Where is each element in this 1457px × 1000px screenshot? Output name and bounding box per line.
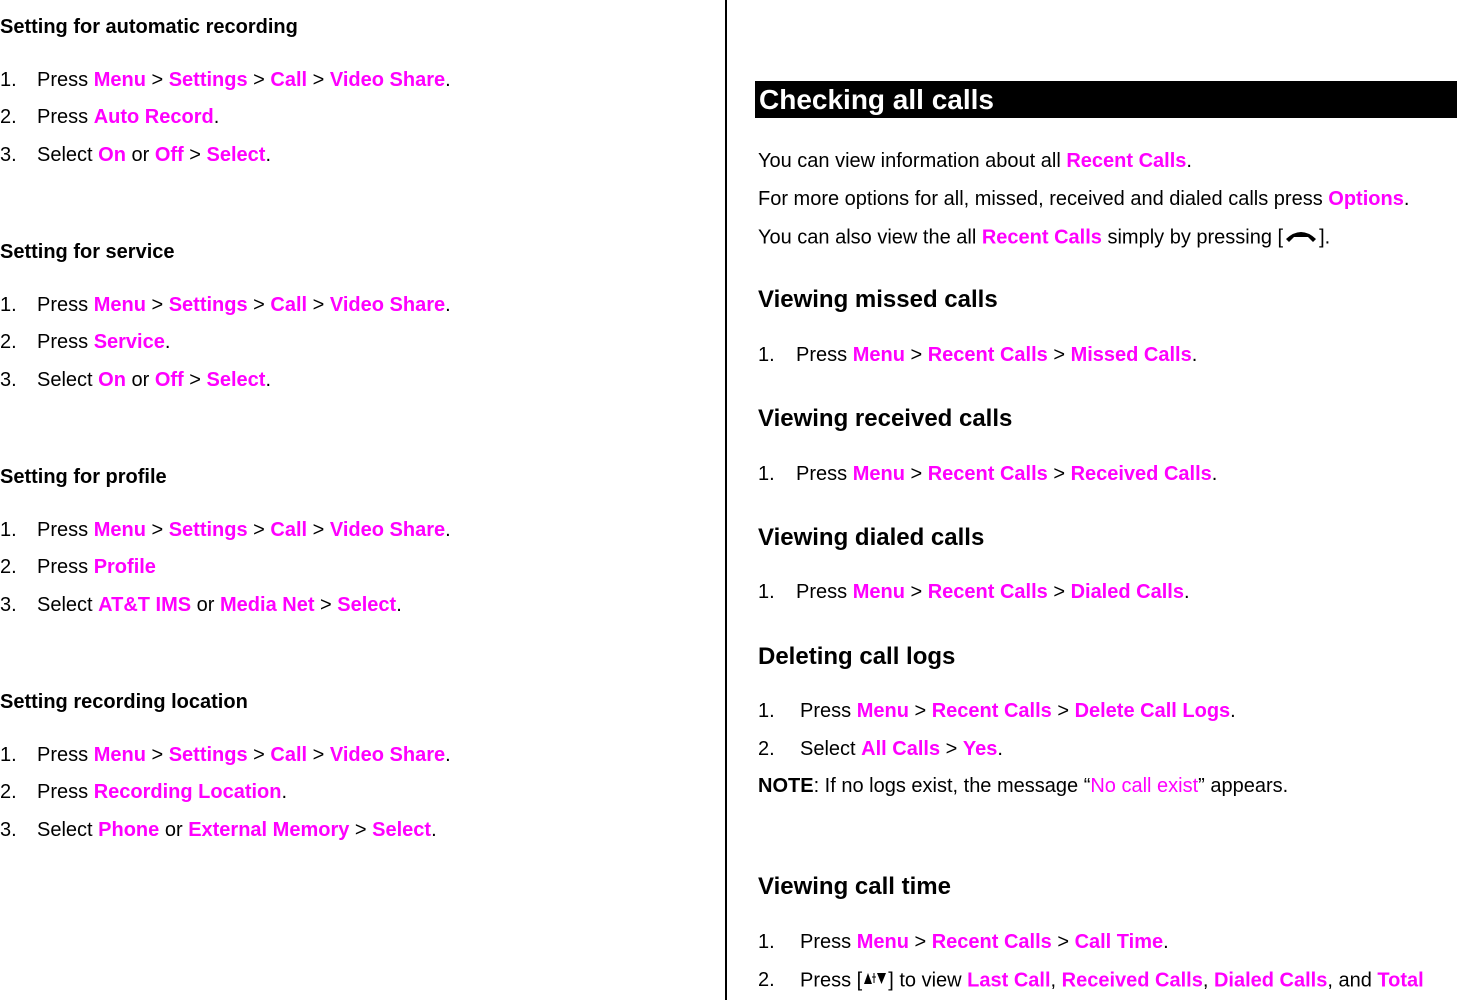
- profile-keyword: Profile: [93, 556, 156, 578]
- separator: >: [145, 294, 169, 316]
- recent-calls-keyword: Recent Calls: [931, 931, 1052, 953]
- video-share-keyword: Video Share: [329, 519, 446, 541]
- menu-keyword: Menu: [852, 581, 905, 603]
- menu-keyword: Menu: [93, 744, 146, 766]
- step-number: 1.: [758, 700, 775, 722]
- missed-calls-keyword: Missed Calls: [1070, 344, 1192, 366]
- step-number: 1.: [0, 69, 17, 91]
- menu-keyword: Menu: [93, 69, 146, 91]
- column-divider: [725, 0, 727, 1000]
- last-call-keyword: Last Call: [967, 969, 1051, 992]
- select-keyword: Select: [206, 144, 266, 166]
- period: .: [445, 69, 451, 91]
- separator: >: [314, 594, 338, 616]
- call-keyword: Call: [270, 519, 308, 541]
- options-keyword: Options: [1328, 188, 1404, 210]
- settings-keyword: Settings: [168, 294, 248, 316]
- or-text: or: [191, 594, 221, 616]
- step-location-1: [0, 744, 451, 767]
- step-text: Press: [37, 781, 94, 803]
- period: .: [1403, 188, 1410, 210]
- period: .: [445, 294, 451, 316]
- att-ims-keyword: AT&T IMS: [98, 594, 192, 616]
- separator: >: [307, 294, 330, 316]
- separator: >: [904, 463, 928, 485]
- period: .: [281, 781, 288, 803]
- separator: >: [908, 931, 932, 953]
- step-auto-3: [0, 144, 271, 167]
- intro-text: simply by pressing [: [1101, 226, 1284, 249]
- separator: >: [1047, 581, 1071, 603]
- separator: >: [145, 519, 169, 541]
- heading-viewing-missed-calls: Viewing missed calls: [758, 286, 998, 313]
- intro-line-3: [758, 226, 1330, 250]
- recording-location-keyword: Recording Location: [93, 781, 282, 803]
- step-number: 2.: [0, 781, 17, 803]
- recent-calls-keyword: Recent Calls: [931, 700, 1052, 722]
- step-number: 3.: [0, 369, 17, 391]
- received-calls-keyword: Received Calls: [1061, 969, 1203, 992]
- total-keyword: Total: [1377, 969, 1424, 992]
- step-number: 2.: [758, 738, 775, 760]
- step-service-3: [0, 369, 271, 392]
- period: .: [445, 744, 451, 766]
- step-text: Select: [37, 819, 99, 841]
- step-number: 1.: [758, 463, 775, 485]
- separator: >: [145, 744, 169, 766]
- section-heading-profile: Setting for profile: [0, 466, 167, 488]
- section-heading-auto-recording: Setting for automatic recording: [0, 16, 298, 38]
- media-net-keyword: Media Net: [220, 594, 315, 616]
- period: .: [1211, 463, 1218, 485]
- step-text: Press: [37, 69, 94, 91]
- phone-send-key-icon: [1283, 226, 1319, 250]
- period: .: [1163, 931, 1169, 953]
- separator: >: [1047, 344, 1071, 366]
- video-share-keyword: Video Share: [329, 69, 446, 91]
- step-text: Press: [37, 744, 94, 766]
- section-heading-recording-location: Setting recording location: [0, 691, 248, 713]
- note-text: ” appears.: [1198, 775, 1289, 797]
- period: .: [164, 331, 171, 353]
- intro-text: For more options for all, missed, received and dialed calls press: [758, 188, 1329, 210]
- separator: >: [1051, 700, 1075, 722]
- separator: >: [247, 519, 271, 541]
- period: ].: [1319, 226, 1331, 249]
- separator: >: [145, 69, 169, 91]
- menu-keyword: Menu: [856, 931, 909, 953]
- separator: >: [307, 519, 330, 541]
- step-text: Select: [37, 144, 99, 166]
- step-number: 1.: [758, 344, 775, 366]
- period: .: [997, 738, 1003, 760]
- step-number: 3.: [0, 144, 17, 166]
- step-text: Press: [37, 556, 94, 578]
- menu-keyword: Menu: [856, 700, 909, 722]
- step-time-2: [758, 969, 1424, 993]
- step-number: 2.: [0, 556, 17, 578]
- step-profile-3: [0, 594, 402, 617]
- separator: >: [1047, 463, 1071, 485]
- period: .: [1191, 344, 1198, 366]
- period: .: [431, 819, 437, 841]
- all-calls-keyword: All Calls: [861, 738, 941, 760]
- separator: >: [908, 700, 932, 722]
- select-keyword: Select: [206, 369, 266, 391]
- recent-calls-keyword: Recent Calls: [981, 226, 1102, 249]
- step-text: Select: [37, 369, 99, 391]
- heading-viewing-dialed-calls: Viewing dialed calls: [758, 524, 985, 551]
- step-text: Press: [37, 294, 94, 316]
- or-text: or: [125, 144, 155, 166]
- call-keyword: Call: [270, 294, 308, 316]
- recent-calls-keyword: Recent Calls: [927, 581, 1048, 603]
- menu-keyword: Menu: [93, 294, 146, 316]
- separator: >: [307, 69, 330, 91]
- auto-record-keyword: Auto Record: [93, 106, 214, 128]
- intro-text: You can view information about all: [758, 150, 1067, 172]
- separator: >: [307, 744, 330, 766]
- comma: ,: [1050, 969, 1062, 992]
- step-time-1: [758, 931, 1169, 954]
- no-call-exist-message: No call exist: [1090, 775, 1199, 797]
- step-text: Press [: [800, 969, 863, 992]
- step-text: Press: [37, 331, 94, 353]
- step-text: ] to view: [888, 969, 968, 992]
- step-number: 1.: [758, 581, 775, 603]
- off-keyword: Off: [154, 369, 184, 391]
- dialed-calls-keyword: Dialed Calls: [1070, 581, 1184, 603]
- note-no-logs: [758, 775, 1288, 798]
- period: .: [1186, 150, 1192, 172]
- step-location-2: [0, 781, 287, 804]
- yes-keyword: Yes: [962, 738, 998, 760]
- or-text: or: [159, 819, 189, 841]
- step-text: Press: [796, 463, 853, 485]
- step-number: 2.: [758, 969, 775, 992]
- step-auto-1: [0, 69, 451, 92]
- recent-calls-keyword: Recent Calls: [1066, 150, 1187, 172]
- separator: >: [247, 69, 271, 91]
- step-service-2: [0, 331, 170, 354]
- step-auto-2: [0, 106, 219, 129]
- select-keyword: Select: [372, 819, 432, 841]
- intro-line-1: [758, 150, 1192, 173]
- and-text: , and: [1327, 969, 1378, 992]
- call-time-keyword: Call Time: [1074, 931, 1164, 953]
- comma: ,: [1202, 969, 1214, 992]
- step-text: Press: [800, 931, 857, 953]
- step-number: 1.: [0, 744, 17, 766]
- settings-keyword: Settings: [168, 519, 248, 541]
- separator: >: [349, 819, 373, 841]
- step-number: 1.: [758, 931, 775, 953]
- call-keyword: Call: [270, 69, 308, 91]
- period: .: [1183, 581, 1190, 603]
- section-banner-checking-all-calls: Checking all calls: [755, 81, 1457, 118]
- or-text: or: [125, 369, 155, 391]
- step-profile-2: [0, 556, 156, 579]
- period: .: [445, 519, 451, 541]
- separator: >: [940, 738, 963, 760]
- select-keyword: Select: [337, 594, 397, 616]
- on-keyword: On: [98, 369, 126, 391]
- intro-line-2: [758, 188, 1409, 211]
- delete-call-logs-keyword: Delete Call Logs: [1074, 700, 1231, 722]
- step-text: Press: [37, 106, 94, 128]
- step-delete-1: [758, 700, 1236, 723]
- step-text: Select: [800, 738, 862, 760]
- step-service-1: [0, 294, 451, 317]
- dialed-calls-keyword: Dialed Calls: [1213, 969, 1328, 992]
- video-share-keyword: Video Share: [329, 744, 446, 766]
- call-keyword: Call: [270, 744, 308, 766]
- heading-viewing-received-calls: Viewing received calls: [758, 405, 1013, 432]
- heading-viewing-call-time: Viewing call time: [758, 873, 951, 900]
- step-dialed-1: [758, 581, 1190, 604]
- period: .: [265, 369, 272, 391]
- phone-keyword: Phone: [98, 819, 160, 841]
- video-share-keyword: Video Share: [329, 294, 446, 316]
- section-heading-service: Setting for service: [0, 241, 175, 263]
- step-number: 1.: [0, 519, 17, 541]
- step-number: 2.: [0, 106, 17, 128]
- on-keyword: On: [98, 144, 126, 166]
- menu-keyword: Menu: [852, 463, 905, 485]
- separator: >: [904, 581, 928, 603]
- period: .: [396, 594, 402, 616]
- service-keyword: Service: [93, 331, 165, 353]
- recent-calls-keyword: Recent Calls: [927, 344, 1048, 366]
- step-number: 1.: [0, 294, 17, 316]
- separator: >: [183, 369, 207, 391]
- separator: >: [247, 294, 271, 316]
- period: .: [213, 106, 220, 128]
- external-memory-keyword: External Memory: [188, 819, 350, 841]
- period: .: [1230, 700, 1236, 722]
- received-calls-keyword: Received Calls: [1070, 463, 1212, 485]
- step-number: 3.: [0, 819, 17, 841]
- note-text: : If no logs exist, the message “: [813, 775, 1091, 797]
- step-number: 2.: [0, 331, 17, 353]
- separator: >: [247, 744, 271, 766]
- off-keyword: Off: [154, 144, 184, 166]
- settings-keyword: Settings: [168, 69, 248, 91]
- intro-text: You can also view the all: [758, 226, 982, 249]
- separator: >: [183, 144, 207, 166]
- settings-keyword: Settings: [168, 744, 248, 766]
- step-profile-1: [0, 519, 451, 542]
- step-text: Press: [796, 344, 853, 366]
- recent-calls-keyword: Recent Calls: [927, 463, 1048, 485]
- step-location-3: [0, 819, 437, 842]
- step-number: 3.: [0, 594, 17, 616]
- step-text: Press: [37, 519, 94, 541]
- heading-deleting-call-logs: Deleting call logs: [758, 643, 956, 670]
- step-missed-1: [758, 344, 1197, 367]
- menu-keyword: Menu: [93, 519, 146, 541]
- step-text: Select: [37, 594, 99, 616]
- step-text: Press: [800, 700, 857, 722]
- menu-keyword: Menu: [852, 344, 905, 366]
- step-delete-2: [758, 738, 1003, 761]
- note-label: NOTE: [758, 775, 814, 797]
- period: .: [265, 144, 272, 166]
- separator: >: [1051, 931, 1075, 953]
- nav-up-down-key-icon: [862, 969, 888, 993]
- step-received-1: [758, 463, 1217, 486]
- step-text: Press: [796, 581, 853, 603]
- separator: >: [904, 344, 928, 366]
